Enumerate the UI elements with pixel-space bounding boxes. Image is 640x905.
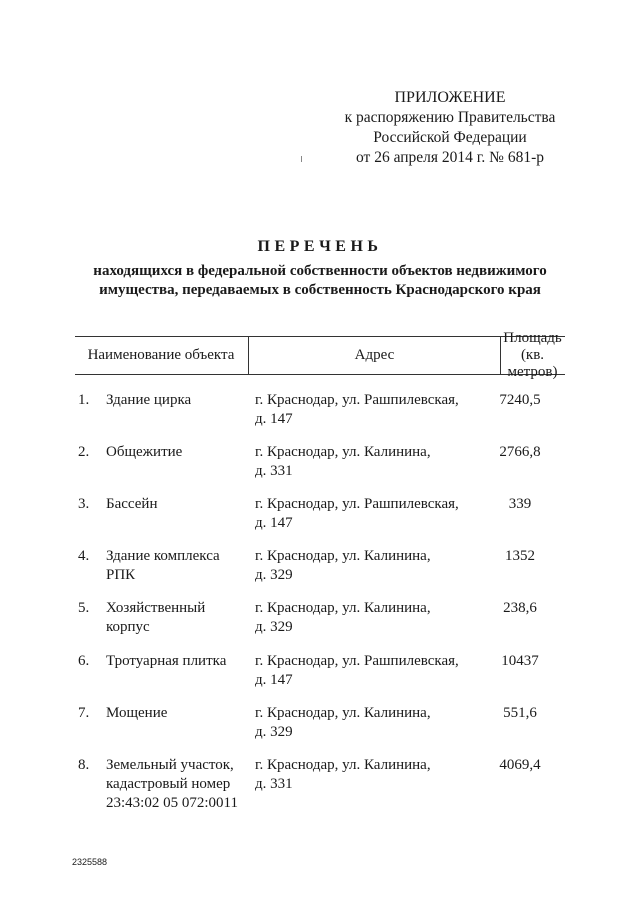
object-address-line: д. 329 bbox=[255, 724, 293, 740]
object-area: 339 bbox=[508, 496, 532, 512]
object-name bbox=[106, 652, 246, 671]
object-address-line: д. 331 bbox=[255, 776, 293, 792]
header-area-line-2: (кв. метров) bbox=[507, 347, 558, 380]
object-name bbox=[106, 704, 246, 723]
object-name-line: Общежитие bbox=[106, 444, 183, 460]
object-name bbox=[106, 495, 246, 514]
appendix-line-1: к распоряжению Правительства bbox=[344, 109, 556, 126]
object-address-line: д. 329 bbox=[255, 567, 293, 583]
object-name-line: 23:43:02 05 072:0011 bbox=[106, 795, 238, 811]
subtitle-line-1: находящихся в федеральной собственности объектов недвижимого bbox=[93, 263, 547, 279]
row-number: 5. bbox=[78, 600, 90, 616]
row-number: 7. bbox=[78, 705, 90, 721]
object-name-line: Тротуарная плитка bbox=[106, 653, 227, 669]
object-address bbox=[255, 704, 470, 742]
row-number: 4. bbox=[78, 548, 90, 564]
object-address-line: г. Краснодар, ул. Рашпилевская, bbox=[255, 392, 459, 408]
object-address-line: д. 329 bbox=[255, 619, 293, 635]
appendix-line-2: Российской Федерации bbox=[373, 129, 527, 146]
row-number: 8. bbox=[78, 757, 90, 773]
object-name-line: корпус bbox=[106, 619, 150, 635]
document-code: 2325588 bbox=[72, 857, 108, 867]
object-address-line: г. Краснодар, ул. Рашпилевская, bbox=[255, 653, 459, 669]
object-address-line: г. Краснодар, ул. Калинина, bbox=[255, 444, 431, 460]
header-area-line-1: Площадь bbox=[503, 330, 562, 346]
object-address-line: г. Краснодар, ул. Калинина, bbox=[255, 548, 431, 564]
appendix-block bbox=[318, 88, 582, 168]
object-address-line: д. 147 bbox=[255, 515, 293, 531]
object-name bbox=[106, 443, 246, 462]
object-address-line: г. Краснодар, ул. Калинина, bbox=[255, 600, 431, 616]
object-address-line: д. 331 bbox=[255, 463, 293, 479]
object-address-line: г. Краснодар, ул. Калинина, bbox=[255, 705, 431, 721]
object-address bbox=[255, 391, 470, 429]
header-address: Адрес bbox=[248, 337, 501, 374]
header-area bbox=[500, 330, 565, 380]
object-address-line: д. 147 bbox=[255, 672, 293, 688]
object-name bbox=[106, 391, 246, 410]
document-title: ПЕРЕЧЕНЬ bbox=[257, 238, 383, 255]
document-subtitle bbox=[60, 262, 580, 300]
object-name bbox=[106, 756, 246, 813]
row-number: 6. bbox=[78, 653, 90, 669]
object-name-line: кадастровый номер bbox=[106, 776, 231, 792]
object-name bbox=[106, 547, 246, 585]
object-name-line: Здание цирка bbox=[106, 392, 192, 408]
object-name-line: РПК bbox=[106, 567, 136, 583]
object-area: 2766,8 bbox=[499, 444, 541, 460]
subtitle-line-2: имущества, передаваемых в собственность Краснодарского края bbox=[99, 282, 541, 298]
row-number: 1. bbox=[78, 392, 90, 408]
object-address-line: г. Краснодар, ул. Калинина, bbox=[255, 757, 431, 773]
object-area: 7240,5 bbox=[499, 392, 541, 408]
scan-mark bbox=[301, 156, 302, 162]
object-address bbox=[255, 547, 470, 585]
row-number: 2. bbox=[78, 444, 90, 460]
appendix-title: ПРИЛОЖЕНИЕ bbox=[394, 89, 506, 106]
header-name: Наименование объекта bbox=[87, 347, 235, 363]
object-name-line: Здание комплекса bbox=[106, 548, 220, 564]
object-address bbox=[255, 756, 470, 794]
object-address-line: д. 147 bbox=[255, 411, 293, 427]
object-address bbox=[255, 443, 470, 481]
object-name-line: Мощение bbox=[106, 705, 168, 721]
object-address-line: г. Краснодар, ул. Рашпилевская, bbox=[255, 496, 459, 512]
object-address bbox=[255, 652, 470, 690]
object-area: 4069,4 bbox=[499, 757, 541, 773]
object-address bbox=[255, 599, 470, 637]
appendix-line-3: от 26 апреля 2014 г. № 681-р bbox=[356, 149, 544, 166]
object-name bbox=[106, 599, 246, 637]
object-name-line: Хозяйственный bbox=[106, 600, 206, 616]
object-area: 551,6 bbox=[503, 705, 537, 721]
object-name-line: Земельный участок, bbox=[106, 757, 234, 773]
object-area: 1352 bbox=[505, 548, 535, 564]
object-area: 238,6 bbox=[503, 600, 537, 616]
object-address bbox=[255, 495, 470, 533]
table-header bbox=[75, 330, 565, 380]
object-name-line: Бассейн bbox=[106, 496, 158, 512]
row-number: 3. bbox=[78, 496, 90, 512]
object-area: 10437 bbox=[501, 653, 539, 669]
